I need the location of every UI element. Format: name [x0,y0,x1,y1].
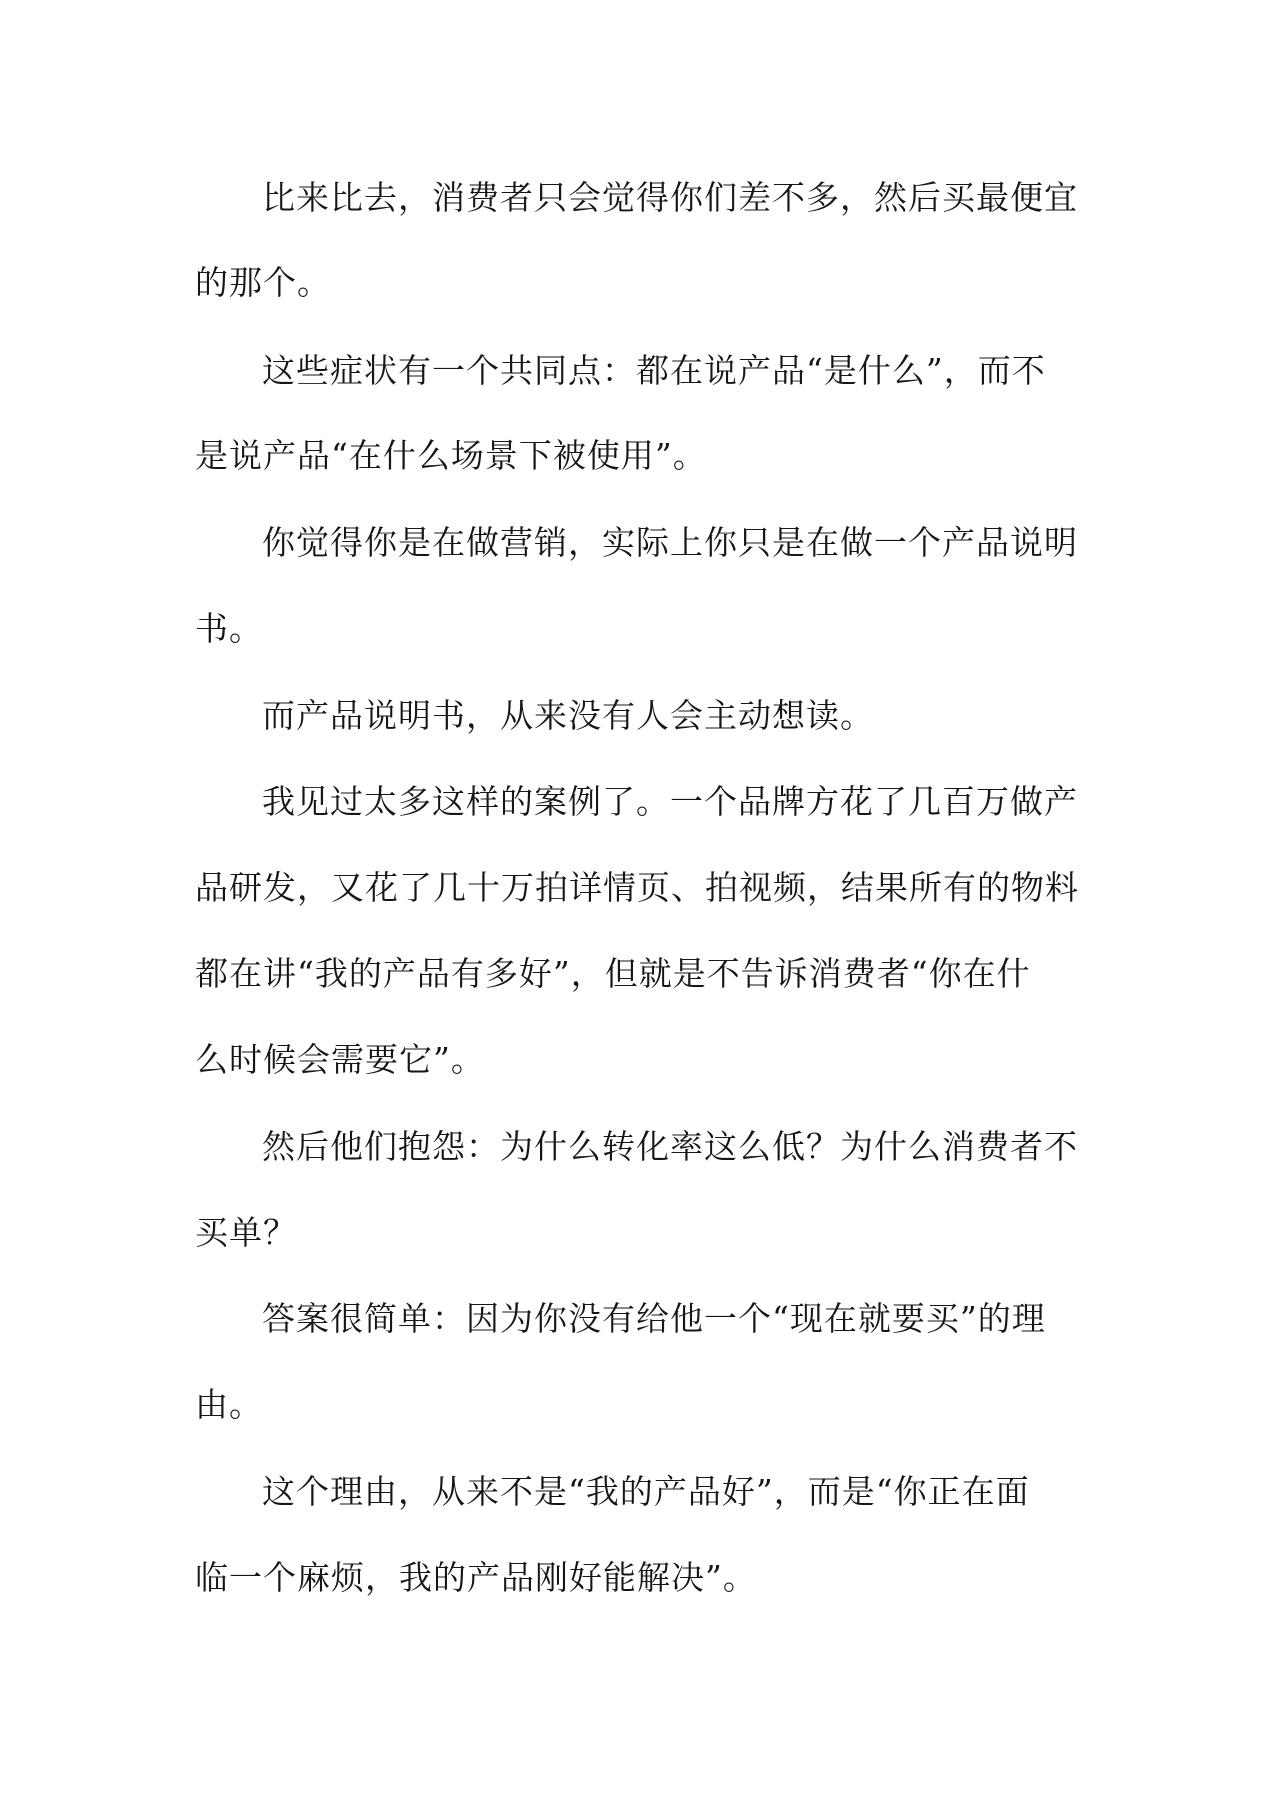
text-line: 这个理由，从来不是“我的产品好”，而是“你正在面 [262,1472,1030,1511]
text-line: 书。 [195,609,263,648]
text-line: 临一个麻烦，我的产品刚好能解决”。 [195,1558,757,1597]
text-line: 品研发，又花了几十万拍详情页、拍视频，结果所有的物料 [195,868,1079,907]
text-line: 么时候会需要它”。 [195,1040,485,1079]
text-line: 你觉得你是在做营销，实际上你只是在做一个产品说明 [262,523,1078,562]
text-line: 由。 [195,1385,263,1424]
text-line: 的那个。 [195,263,331,302]
text-line: 而产品说明书，从来没有人会主动想读。 [262,696,874,735]
text-line: 我见过太多这样的案例了。一个品牌方花了几百万做产 [262,782,1078,821]
text-line: 然后他们抱怨：为什么转化率这么低？为什么消费者不 [262,1127,1078,1166]
text-line: 买单？ [195,1213,297,1252]
text-line: 都在讲“我的产品有多好”，但就是不告诉消费者“你在什 [195,954,1031,993]
text-line: 答案很简单：因为你没有给他一个“现在就要买”的理 [262,1299,1046,1338]
text-line: 这些症状有一个共同点：都在说产品“是什么”，而不 [262,351,1046,390]
text-line: 是说产品“在什么场景下被使用”。 [195,436,707,475]
text-line: 比来比去，消费者只会觉得你们差不多，然后买最便宜 [262,178,1078,217]
